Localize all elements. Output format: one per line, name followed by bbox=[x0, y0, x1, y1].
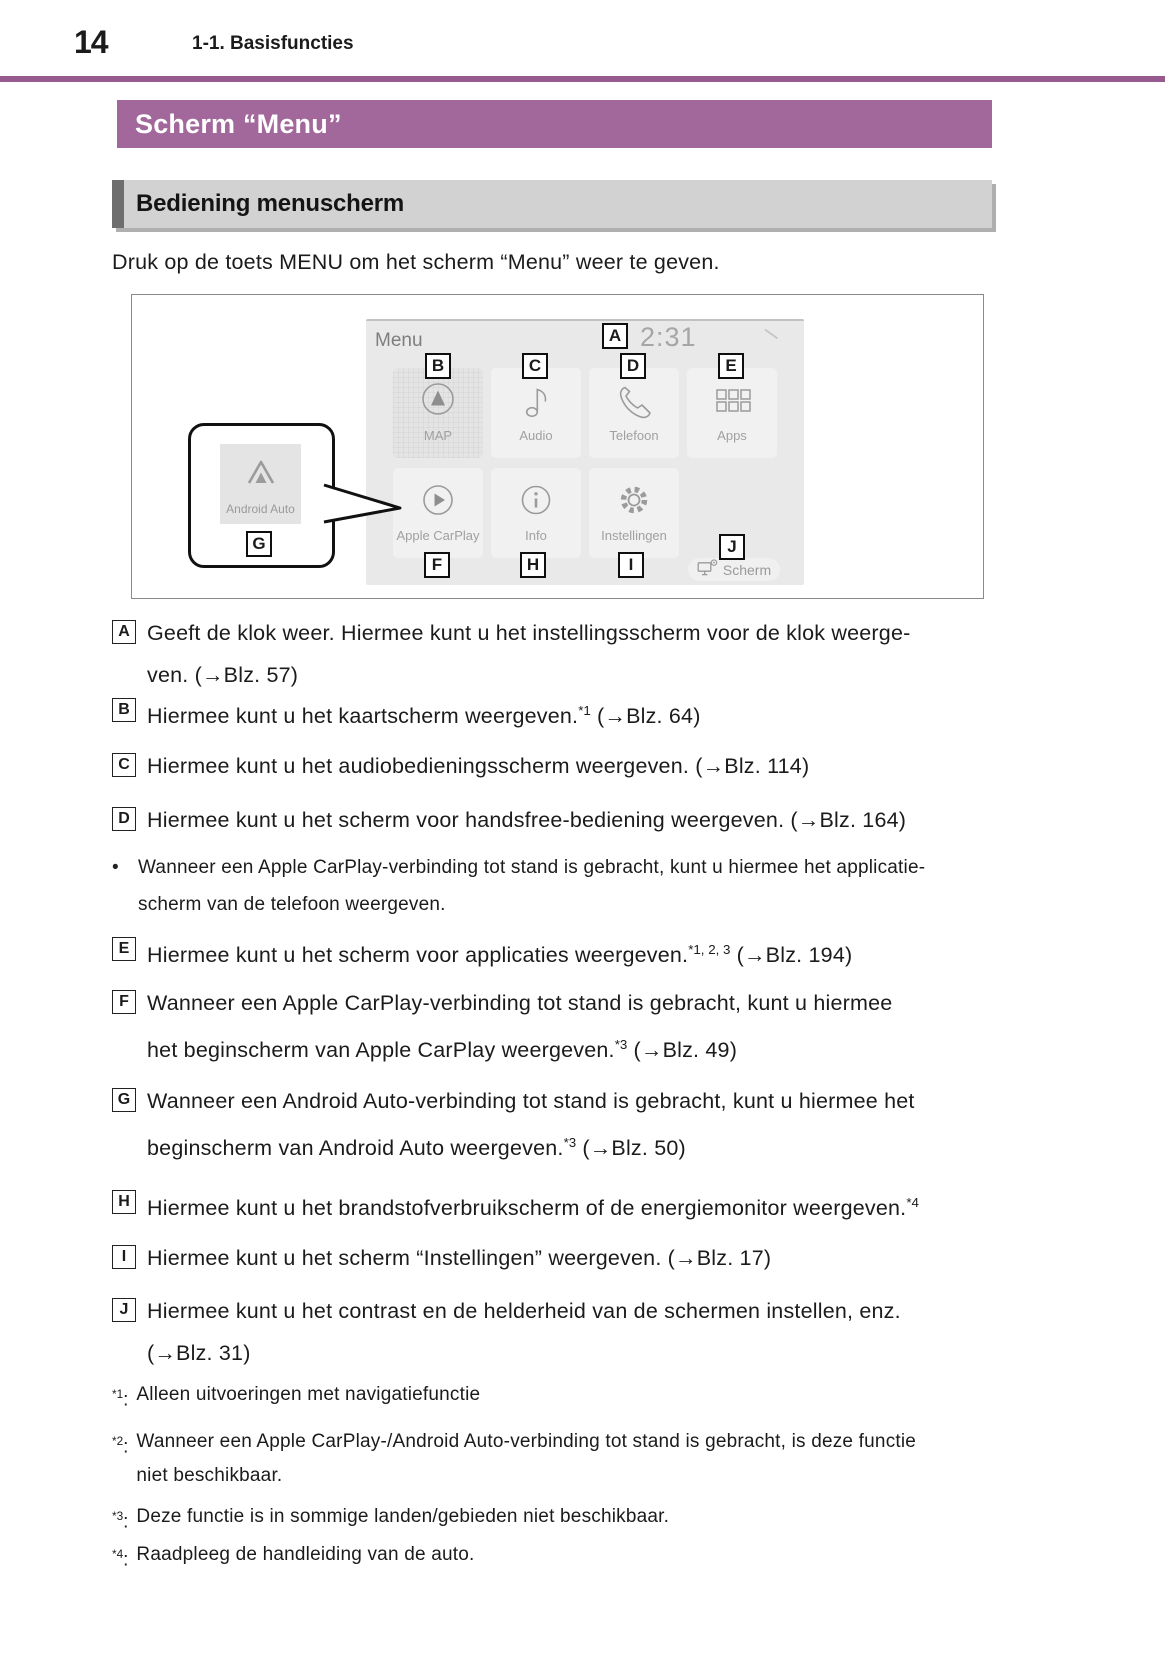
item-A bbox=[112, 612, 910, 696]
footnote-text: Deze functie is in sommige landen/gebieden niet beschikbaar. bbox=[136, 1506, 670, 1527]
figure-label-D: D bbox=[620, 353, 646, 379]
android-auto-tile bbox=[220, 444, 301, 524]
tile-instellingen bbox=[589, 468, 679, 558]
item-marker-G: G bbox=[112, 1088, 136, 1112]
tile-telefoon bbox=[589, 368, 679, 458]
footnote-3 bbox=[112, 1500, 669, 1539]
item-H bbox=[112, 1182, 919, 1229]
item-J bbox=[112, 1290, 901, 1374]
music-note-icon bbox=[514, 379, 558, 426]
item-text: Hiermee kunt u het scherm voor handsfree-bediening weergeven. (→Blz. 164) bbox=[147, 808, 907, 832]
section-title: Bediening menuscherm bbox=[136, 190, 405, 217]
figure-label-G: G bbox=[246, 531, 272, 557]
scherm-button bbox=[688, 558, 780, 581]
footnote-1 bbox=[112, 1378, 480, 1417]
figure-label-C: C bbox=[522, 353, 548, 379]
android-auto-icon bbox=[242, 456, 280, 493]
tile-label: Telefoon bbox=[609, 428, 659, 443]
section-accent-block bbox=[112, 180, 124, 228]
chapter-title: Scherm “Menu” bbox=[135, 108, 342, 139]
tile-label: Audio bbox=[519, 428, 553, 443]
item-text: Hiermee kunt u het kaartscherm weergeven.$^{*1}$ (→Blz. 64) bbox=[147, 703, 701, 729]
navigation-icon bbox=[416, 379, 460, 426]
item-marker-D: D bbox=[112, 807, 136, 831]
menu-screen-figure bbox=[131, 294, 984, 599]
signal-icon bbox=[762, 327, 780, 346]
item-I bbox=[112, 1237, 771, 1279]
item-G bbox=[112, 1080, 915, 1169]
phone-icon bbox=[612, 379, 656, 426]
note-item bbox=[112, 849, 925, 923]
tile-apps bbox=[687, 368, 777, 458]
item-marker-C: C bbox=[112, 753, 136, 777]
note-text: Wanneer een Apple CarPlay-verbinding tot stand is gebracht, kunt u hiermee het applicatie- scherm van de telefoon weergeven. bbox=[138, 857, 926, 915]
section-title-bar bbox=[112, 180, 992, 228]
item-text: Hiermee kunt u het audiobedieningsscherm weergeven. (→Blz. 114) bbox=[147, 754, 810, 778]
header-rule bbox=[0, 76, 1165, 82]
tile-map bbox=[393, 368, 483, 458]
item-marker-A: A bbox=[112, 620, 136, 644]
item-C bbox=[112, 745, 809, 787]
item-marker-F: F bbox=[112, 990, 136, 1014]
footnote-2 bbox=[112, 1425, 916, 1493]
tile-label: Apple CarPlay bbox=[396, 528, 480, 543]
figure-label-J: J bbox=[719, 534, 745, 560]
tile-label: Info bbox=[525, 528, 547, 543]
item-F bbox=[112, 982, 892, 1071]
figure-label-H: H bbox=[520, 552, 546, 578]
footnote-marker: $^{*4}$: bbox=[112, 1548, 129, 1571]
android-auto-label: Android Auto bbox=[226, 502, 295, 516]
item-marker-J: J bbox=[112, 1298, 136, 1322]
item-marker-I: I bbox=[112, 1245, 136, 1269]
clock-display: 2:31 bbox=[640, 322, 697, 352]
carplay-icon bbox=[416, 479, 460, 526]
footnote-text: Alleen uitvoeringen met navigatiefunctie bbox=[136, 1384, 481, 1405]
item-B bbox=[112, 690, 701, 737]
tile-label: Apps bbox=[717, 428, 747, 443]
apps-grid-icon bbox=[710, 379, 754, 426]
bullet-marker: • bbox=[112, 857, 119, 878]
scherm-button-label: Scherm bbox=[722, 561, 772, 578]
item-text: Hiermee kunt u het contrast en de helderheid van de schermen instellen, enz. (→Blz. 31) bbox=[147, 1299, 901, 1365]
footnote-marker: $^{*3}$: bbox=[112, 1510, 129, 1533]
info-icon bbox=[514, 479, 558, 526]
footnote-marker: $^{*1}$: bbox=[112, 1388, 129, 1411]
section-breadcrumb: 1-1. Basisfuncties bbox=[192, 33, 354, 54]
item-text: Hiermee kunt u het brandstofverbruikscherm of de energiemonitor weergeven.$^{*4}$ bbox=[147, 1195, 919, 1221]
figure-label-I: I bbox=[618, 552, 644, 578]
item-text: Hiermee kunt u het scherm “Instellingen” weergeven. (→Blz. 17) bbox=[147, 1246, 772, 1270]
gear-icon bbox=[612, 479, 656, 526]
tile-info bbox=[491, 468, 581, 558]
tile-label: MAP bbox=[423, 428, 453, 443]
item-text: Wanneer een Android Auto-verbinding tot stand is gebracht, kunt u hiermee het beginscherm van Android Auto weergeven.$^{*3}$ (→Blz. 50) bbox=[147, 1089, 915, 1161]
item-D bbox=[112, 799, 906, 841]
item-text: Wanneer een Apple CarPlay-verbinding tot stand is gebracht, kunt u hiermee het beginscherm van Apple CarPlay weergeven.$^{*3}$ (→Blz. 49) bbox=[147, 991, 893, 1063]
chapter-title-bar bbox=[117, 100, 992, 148]
footnote-marker: $^{*2}$: bbox=[112, 1435, 129, 1458]
item-marker-H: H bbox=[112, 1190, 136, 1214]
display-icon bbox=[697, 559, 718, 581]
tile-label: Instellingen bbox=[601, 528, 667, 543]
footnote-text: Raadpleeg de handleiding van de auto. bbox=[136, 1544, 475, 1565]
item-E bbox=[112, 929, 852, 976]
tile-audio bbox=[491, 368, 581, 458]
figure-label-F: F bbox=[424, 552, 450, 578]
figure-label-A: A bbox=[602, 323, 628, 349]
page-number: 14 bbox=[74, 24, 108, 60]
intro-text: Druk op de toets MENU om het scherm “Menu” weer te geven. bbox=[112, 250, 720, 274]
item-marker-E: E bbox=[112, 937, 136, 961]
item-text: Geeft de klok weer. Hiermee kunt u het instellingsscherm voor de klok weerge- ven. (→Blz. 57) bbox=[147, 621, 911, 687]
footnote-4 bbox=[112, 1538, 474, 1577]
screen-title: Menu bbox=[375, 330, 423, 351]
figure-label-B: B bbox=[425, 353, 451, 379]
item-marker-B: B bbox=[112, 698, 136, 722]
figure-label-E: E bbox=[718, 353, 744, 379]
tile-apple-carplay bbox=[393, 468, 483, 558]
footnote-text: Wanneer een Apple CarPlay-/Android Auto-verbinding tot stand is gebracht, is deze functie niet beschikbaar. bbox=[136, 1431, 917, 1486]
item-text: Hiermee kunt u het scherm voor applicaties weergeven.$^{*1, 2, 3}$ (→Blz. 194) bbox=[147, 942, 853, 968]
